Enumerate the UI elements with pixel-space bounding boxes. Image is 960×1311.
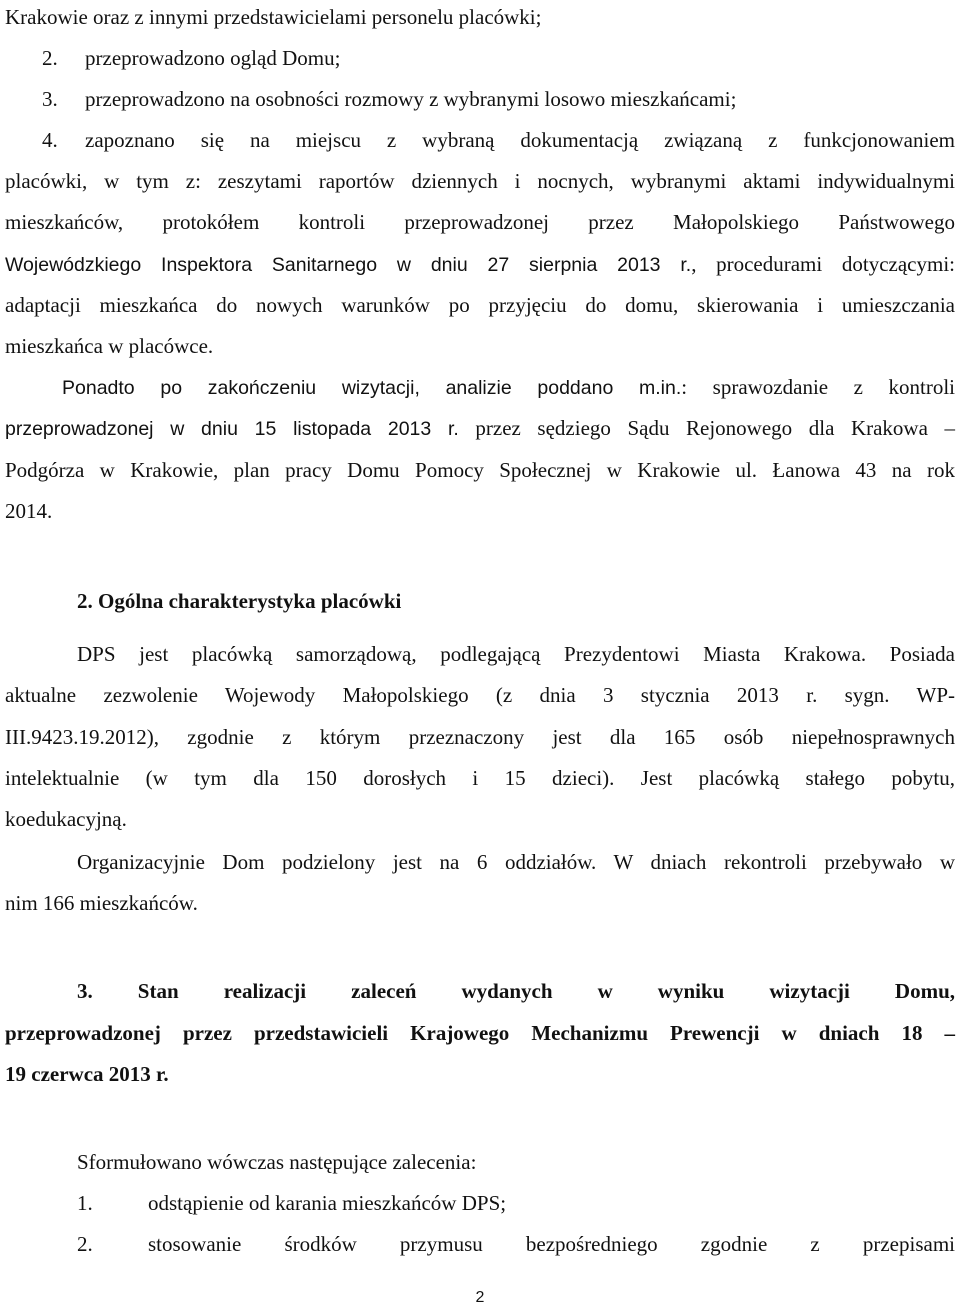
paragraph-text: przez sędziego Sądu Rejonowego dla Krakowa – (458, 416, 955, 440)
step-text: przeprowadzono na osobności rozmowy z wybranymi losowo mieszkańcami; (85, 87, 737, 111)
paragraph-line: koedukacyjną. (5, 807, 127, 831)
step-number: 4. (42, 128, 58, 152)
paragraph-line: placówki, w tym z: zeszytami raportów dziennych i nocnych, wybranymi aktami indywidualnymi (5, 169, 955, 193)
step-text: przeprowadzono ogląd Domu; (85, 46, 341, 70)
step-text: zapoznano się na miejscu z wybraną dokumentacją związaną z funkcjonowaniem (85, 128, 955, 152)
paragraph-line (5, 252, 955, 277)
paragraph-text: : sprawozdanie z kontroli (681, 375, 955, 399)
recommendation-text: stosowanie środków przymusu bezpośredniego zgodnie z przepisami (148, 1232, 955, 1256)
section-heading: 3. Stan realizacji zaleceń wydanych w wyniku wizytacji Domu, (77, 979, 955, 1003)
recommendations-intro: Sformułowano wówczas następujące zalecenia: (77, 1150, 477, 1174)
paragraph-line: DPS jest placówką samorządową, podlegającą Prezydentowi Miasta Krakowa. Posiada (77, 642, 955, 666)
paragraph-line: 2014. (5, 499, 53, 523)
section-heading: 2. Ogólna charakterystyka placówki (77, 589, 402, 613)
inspection-reference: Wojewódzkiego Inspektora Sanitarnego w dniu 27 sierpnia 2013 r. (5, 254, 692, 276)
paragraph-line: Organizacyjnie Dom podzielony jest na 6 oddziałów. W dniach rekontroli przebywało w (77, 850, 955, 874)
section-heading: przeprowadzonej przez przedstawicieli Krajowego Mechanizmu Prewencji w dniach 18 – (5, 1021, 955, 1045)
recommendation-number: 1. (77, 1191, 93, 1215)
paragraph-line (62, 375, 955, 400)
paragraph-line: nim 166 mieszkańców. (5, 891, 198, 915)
section-heading: 19 czerwca 2013 r. (5, 1062, 169, 1086)
after-visit-text: Ponadto po zakończeniu wizytacji, analizie poddano m.in. (62, 377, 682, 399)
paragraph-line: aktualne zezwolenie Wojewody Małopolskiego (z dnia 3 stycznia 2013 r. sygn. WP- (5, 683, 955, 707)
page-number: 2 (475, 1289, 485, 1306)
step-number: 3. (42, 87, 58, 111)
paragraph-line: mieszkańców, protokółem kontroli przeprowadzonej przez Małopolskiego Państwowego (5, 210, 955, 234)
paragraph-line (5, 416, 955, 441)
recommendation-text: odstąpienie od karania mieszkańców DPS; (148, 1191, 507, 1215)
after-visit-text: przeprowadzonej w dniu 15 listopada 2013 r. (5, 418, 459, 440)
paragraph-line: adaptacji mieszkańca do nowych warunków po przyjęciu do domu, skierowania i umieszczania (5, 293, 955, 317)
paragraph-text: , procedurami dotyczącymi: (691, 252, 955, 276)
paragraph-line: Podgórza w Krakowie, plan pracy Domu Pomocy Społecznej w Krakowie ul. Łanowa 43 na rok (5, 458, 955, 482)
paragraph-line: III.9423.19.2012), zgodnie z którym przeznaczony jest dla 165 osób niepełnosprawnych (5, 725, 955, 749)
step-number: 2. (42, 46, 58, 70)
paragraph-line: intelektualnie (w tym dla 150 dorosłych i 15 dzieci). Jest placówką stałego pobytu, (5, 766, 955, 790)
paragraph-line: mieszkańca w placówce. (5, 334, 214, 358)
intro-line: Krakowie oraz z innymi przedstawicielami personelu placówki; (5, 5, 542, 29)
recommendation-number: 2. (77, 1232, 93, 1256)
